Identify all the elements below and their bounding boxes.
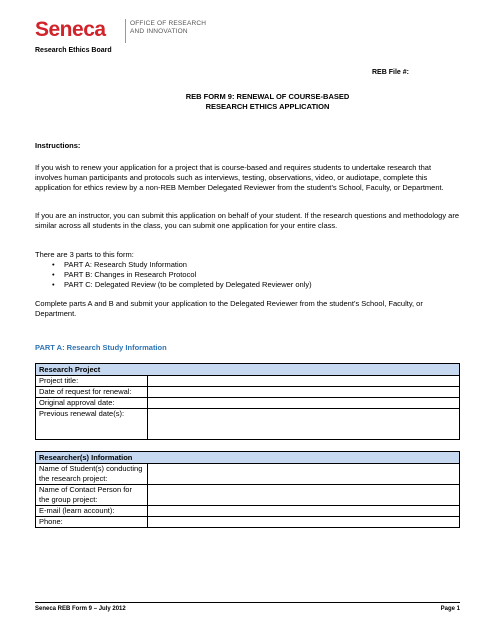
project-title-field[interactable] [148,376,459,386]
footer-page-number: Page 1 [440,606,460,612]
instructions-paragraph-2: If you are an instructor, you can submit this application on behalf of your student. If the research questions and methodology are similar across all students in the class, you can submit one application for your entire class. [35,211,460,230]
part-a-heading: PART A: Research Study Information [35,343,167,352]
parts-list-item: • PART B: Changes in Research Protocol [52,270,312,280]
original-approval-date-field[interactable] [148,398,459,408]
parts-list-item: • PART C: Delegated Review (to be completed by Delegated Reviewer only) [52,280,312,290]
board-name: Research Ethics Board [35,47,112,54]
email-label: E-mail (learn account): [36,506,148,516]
email-field[interactable] [148,506,459,516]
original-approval-date-label: Original approval date: [36,398,148,408]
phone-field[interactable] [148,517,459,527]
form-title [0,92,495,112]
form-title-line2: RESEARCH ETHICS APPLICATION [205,102,330,111]
research-project-header: Research Project [36,364,459,376]
renewal-request-date-field[interactable] [148,387,459,397]
renewal-request-date-label: Date of request for renewal: [36,387,148,397]
logo-subtitle [130,20,206,36]
footer-divider [35,602,460,603]
project-title-label: Project title: [36,376,148,386]
table-row [36,517,459,527]
phone-label: Phone: [36,517,148,527]
seneca-logo: Seneca [35,18,106,41]
footer-form-version: Seneca REB Form 9 – July 2012 [35,606,126,612]
table-row [36,387,459,398]
instructions-paragraph-3: Complete parts A and B and submit your application to the Delegated Reviewer from the student’s School, Faculty, or Department. [35,299,423,318]
reb-file-label: REB File #: [372,69,409,76]
student-names-field[interactable] [148,464,459,484]
logo-subtitle-line1: OFFICE OF RESEARCH [130,20,207,27]
form-title-line1: REB FORM 9: RENEWAL OF COURSE-BASED [185,92,350,101]
previous-renewal-dates-field[interactable] [148,409,459,439]
contact-person-field[interactable] [148,485,459,505]
table-row [36,464,459,485]
student-names-label: Name of Student(s) conducting the research project: [36,464,148,484]
logo-subtitle-line2: AND INNOVATION [130,28,188,35]
previous-renewal-dates-label: Previous renewal date(s): [36,409,148,439]
table-row [36,398,459,409]
table-row [36,506,459,517]
parts-list [52,260,312,290]
table-row [36,485,459,506]
instructions-heading: Instructions: [35,141,81,150]
logo-divider [125,19,126,43]
researcher-information-table [35,451,460,528]
researcher-information-header: Researcher(s) Information [36,452,459,464]
table-row [36,376,459,387]
parts-list-item: • PART A: Research Study Information [52,260,312,270]
research-project-table [35,363,460,440]
contact-person-label: Name of Contact Person for the group project: [36,485,148,505]
parts-intro: There are 3 parts to this form: [35,250,134,259]
table-row [36,409,459,439]
instructions-paragraph-1: If you wish to renew your application for a project that is course-based and requires students to undertake research that involves human participants and protocols such as interviews, testing, observations, video, or audiotape, complete this application for ethics review by a non-REB Member Delegated Reviewer from the student’s School, Faculty, or Department. [35,163,444,192]
